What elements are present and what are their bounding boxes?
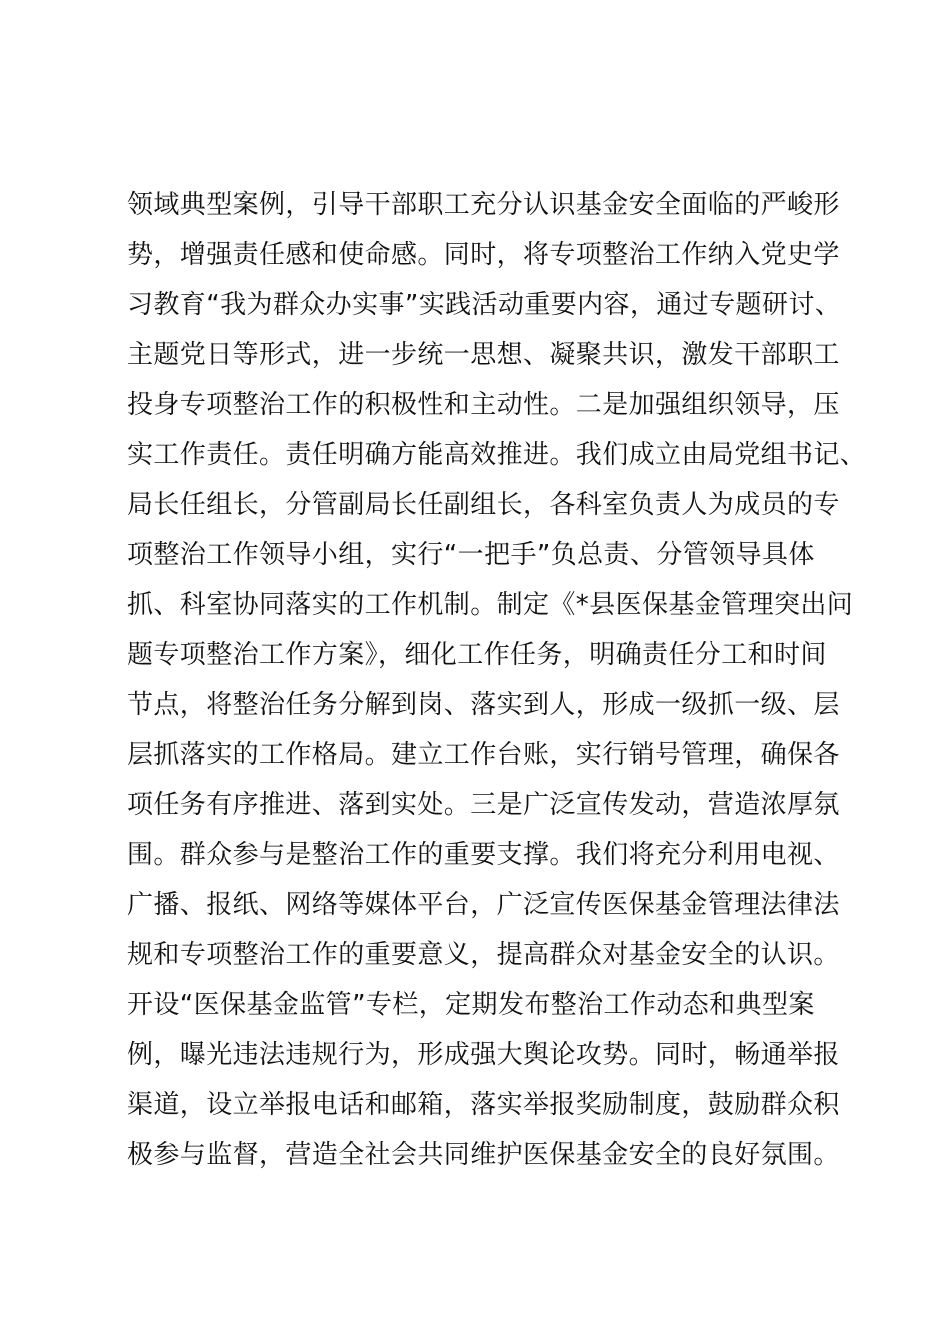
text-line: 习教育“我为群众办实事”实践活动重要内容，通过专题研讨、 bbox=[127, 290, 842, 320]
text-line: 广播、报纸、网络等媒体平台，广泛宣传医保基金管理法律法 bbox=[127, 890, 840, 920]
text-line: 领域典型案例，引导干部职工充分认识基金安全面临的严峻形 bbox=[127, 190, 840, 220]
text-line: 层抓落实的工作格局。建立工作台账，实行销号管理，确保各 bbox=[127, 740, 840, 770]
text-line: 渠道，设立举报电话和邮箱，落实举报奖励制度，鼓励群众积 bbox=[127, 1090, 840, 1120]
text-line: 局长任组长，分管副局长任副组长，各科室负责人为成员的专 bbox=[127, 490, 840, 520]
text-line: 投身专项整治工作的积极性和主动性。二是加强组织领导，压 bbox=[127, 390, 840, 420]
text-line: 规和专项整治工作的重要意义，提高群众对基金安全的认识。 bbox=[127, 940, 840, 970]
text-line: 例，曝光违法违规行为，形成强大舆论攻势。同时，畅通举报 bbox=[127, 1040, 840, 1070]
text-line: 项整治工作领导小组，实行“一把手”负总责、分管领导具体 bbox=[127, 540, 815, 570]
text-line: 势，增强责任感和使命感。同时，将专项整治工作纳入党史学 bbox=[127, 240, 840, 270]
text-line: 抓、科室协同落实的工作机制。制定《*县医保基金管理突出问 bbox=[127, 590, 854, 620]
text-line: 项任务有序推进、落到实处。三是广泛宣传发动，营造浓厚氛 bbox=[127, 790, 840, 820]
text-line: 节点，将整治任务分解到岗、落实到人，形成一级抓一级、层 bbox=[127, 690, 840, 720]
text-line: 极参与监督，营造全社会共同维护医保基金安全的良好氛围。 bbox=[127, 1140, 840, 1170]
text-line: 主题党日等形式，进一步统一思想、凝聚共识，激发干部职工 bbox=[127, 340, 840, 370]
text-line: 围。群众参与是整治工作的重要支撑。我们将充分利用电视、 bbox=[127, 840, 840, 870]
text-line: 实工作责任。责任明确方能高效推进。我们成立由局党组书记、 bbox=[127, 440, 867, 470]
body-paragraph bbox=[127, 180, 867, 1180]
text-line: 题专项整治工作方案》，细化工作任务，明确责任分工和时间 bbox=[127, 640, 827, 670]
text-line: 开设“医保基金监管”专栏，定期发布整治工作动态和典型案 bbox=[127, 990, 815, 1020]
